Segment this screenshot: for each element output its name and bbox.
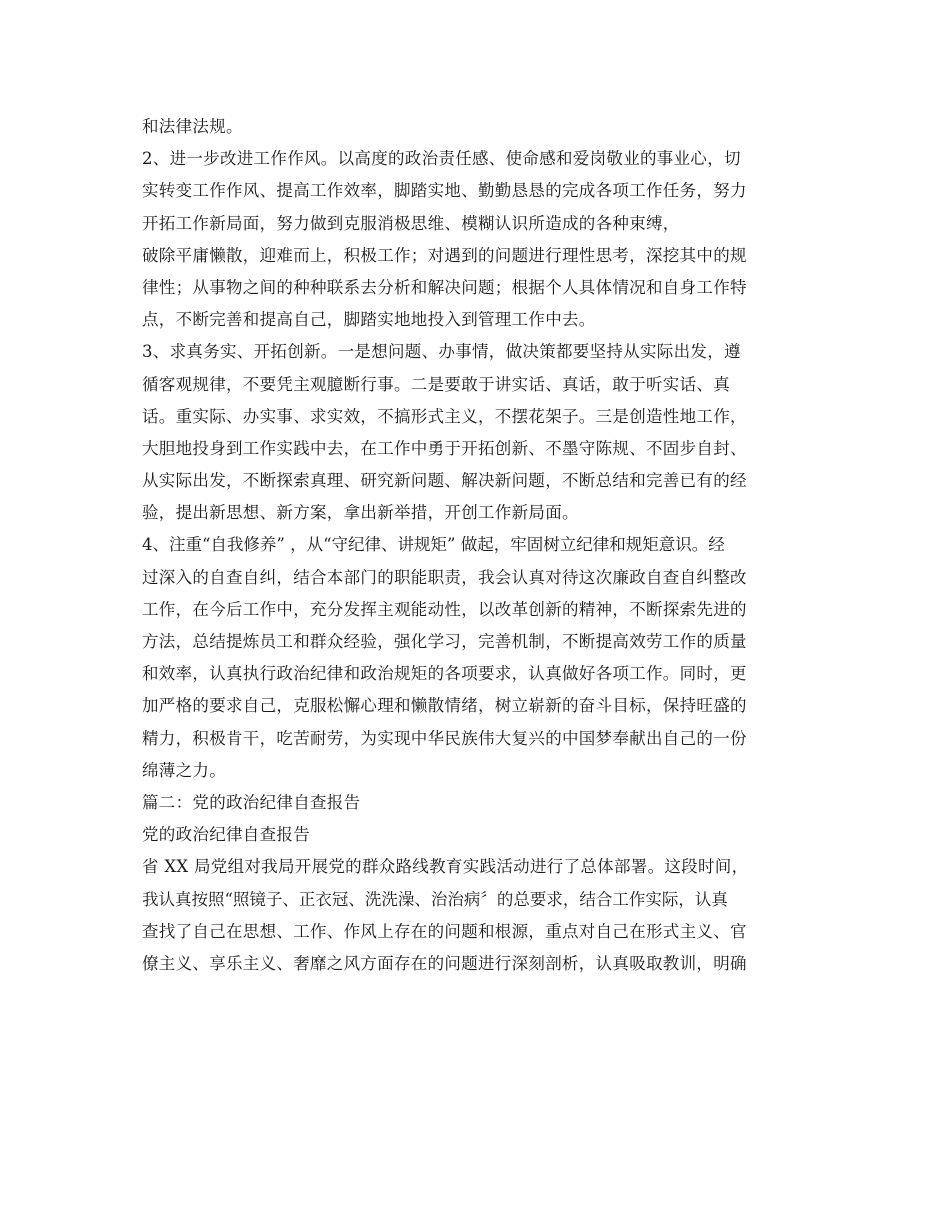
text-line: 方法，总结提炼员工和群众经验，强化学习，完善机制，不断提高效劳工作的质量 [142,632,747,651]
text-line: 精力，积极肯干，吃苦耐劳，为实现中华民族伟大复兴的中国梦奉献出自己的一份 [142,728,747,748]
text-line: 循客观规律，不要凭主观臆断行事。二是要敢于讲实话、真话，敢于听实话、真 [142,374,730,394]
section-heading: 篇二：党的政治纪律自查报告 [142,792,361,812]
text-line: 僚主义、享乐主义、奢靡之风方面存在的问题进行深刻剖析，认真吸取教训，明确 [142,953,747,973]
text-line: 验，提出新思想、新方案，拿出新举措，开创工作新局面。 [142,503,579,523]
text-line: 2、进一步改进工作作风。以高度的政治责任感、使命感和爱岗敬业的事业心，切 [142,149,741,169]
text-line: 3、求真务实、开拓创新。一是想问题、办事情，做决策都要坚持从实际出发，遵 [142,342,741,362]
text-line: 过深入的自查自纠，结合本部门的职能职责，我会认真对待这次廉政自查自纠整改 [142,567,747,587]
text-line: 工作，在今后工作中，充分发挥主观能动性，以改革创新的精神，不断探索先进的 [142,599,747,619]
text-line: 和法律法规。 [142,117,243,136]
text-line: 破除平庸懒散，迎难而上，积极工作；对遇到的问题进行理性思考，深挖其中的规 [142,245,747,265]
text-line: 查找了自己在思想、工作、作风上存在的问题和根源，重点对自己在形式主义、官 [142,921,747,941]
report-title: 党的政治纪律自查报告 [142,825,310,845]
text-line: 和效率，认真执行政治纪律和政治规矩的各项要求，认真做好各项工作。同时，更 [142,664,747,684]
text-line: 开拓工作新局面，努力做到克服消极思维、模糊认识所造成的各种束缚， [142,213,680,233]
text-line: 从实际出发，不断探索真理、研究新问题、解决新问题，不断总结和完善已有的经 [142,471,747,491]
text-line: 话。重实际、办实事、求实效，不搞形式主义，不摆花架子。三是创造性地工作， [142,406,747,426]
text-line: 大胆地投身到工作实践中去，在工作中勇于开拓创新、不墨守陈规、不固步自封、 [142,438,747,458]
text-line: 省 XX 局党组对我局开展党的群众路线教育实践活动进行了总体部署。这段时间， [142,857,749,877]
text-line: 我认真按照“照镜子、正衣冠、洗洗澡、治治病〞的总要求，结合工作实际，认真 [142,889,728,909]
text-line: 加严格的要求自己，克服松懈心理和懒散情绪，树立崭新的奋斗目标，保持旺盛的 [142,696,747,716]
text-line: 实转变工作作风、提高工作效率，脚踏实地、勤勤恳恳的完成各项工作任务，努力 [142,181,747,201]
text-line: 4、注重“自我修养” ，从“守纪律、讲规矩” 做起，牢固树立纪律和规矩意识。经 [142,535,725,555]
document-body [142,111,822,980]
text-line: 绵薄之力。 [142,760,226,780]
text-line: 律性；从事物之间的种种联系去分析和解决问题；根据个人具体情况和自身工作特 [142,277,747,297]
text-line: 点，不断完善和提高自己，脚踏实地地投入到管理工作中去。 [142,310,596,330]
